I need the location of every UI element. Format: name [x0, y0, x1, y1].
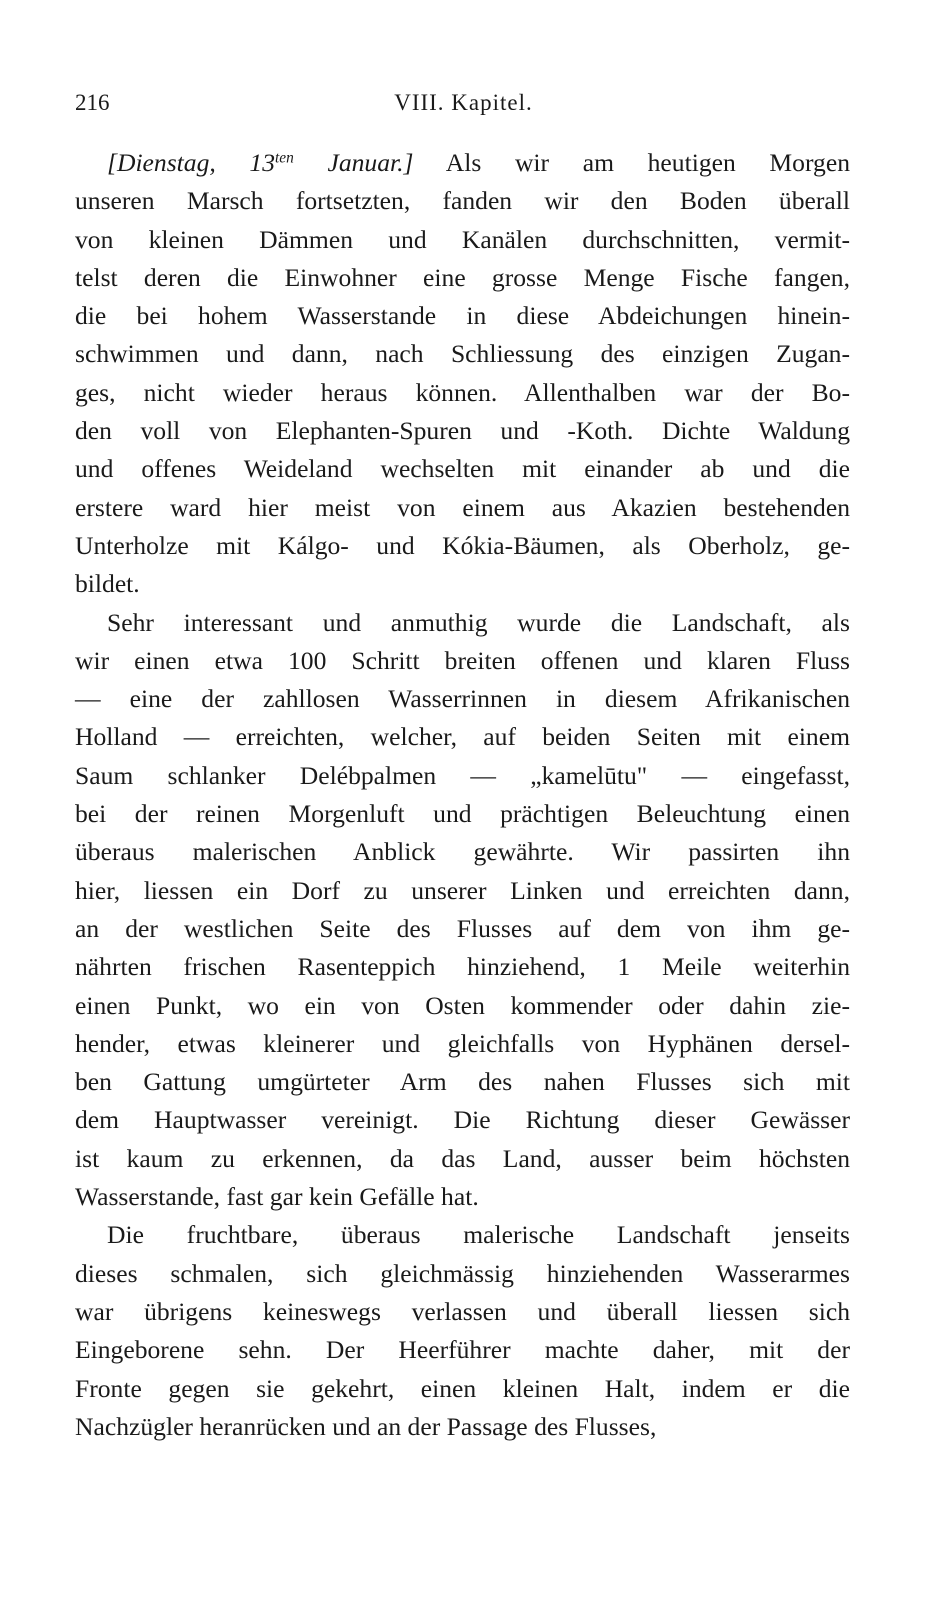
text-line: Nachzügler heranrücken und an der Passage des Flusses, [75, 1411, 657, 1441]
body-text [75, 144, 850, 1446]
text-line: telst deren die Einwohner eine grosse Menge Fische fangen, [75, 262, 850, 292]
text-line: Wasserstande, fast gar kein Gefälle hat. [75, 1182, 479, 1212]
text-line: ben Gattung umgürteter Arm des nahen Flusses sich mit [75, 1067, 850, 1097]
text-line: nährten frischen Rasenteppich hinziehend, 1 Meile weiterhin [75, 952, 850, 982]
text-line: — eine der zahllosen Wasserrinnen in diesem Afrikanischen [75, 684, 850, 714]
text-line: überaus malerischen Anblick gewährte. Wir passirten ihn [75, 837, 850, 867]
paragraph [75, 604, 850, 1217]
text-line: und offenes Weideland wechselten mit einander ab und die [75, 454, 850, 484]
text-line: Unterholze mit Kálgo- und Kókia-Bäumen, als Oberholz, ge- [75, 530, 850, 560]
text-line: hender, etwas kleinerer und gleichfalls von Hyphänen dersel- [75, 1028, 850, 1058]
text-line: von kleinen Dämmen und Kanälen durchschnitten, vermit- [75, 224, 850, 254]
text-line: hier, liessen ein Dorf zu unserer Linken und erreichten dann, [75, 875, 850, 905]
text-line: an der westlichen Seite des Flusses auf dem von ihm ge- [75, 913, 850, 943]
text-line: die bei hohem Wasserstande in diese Abdeichungen hinein- [75, 301, 850, 331]
text-line: schwimmen und dann, nach Schliessung des einzigen Zugan- [75, 339, 850, 369]
text-line: einen Punkt, wo ein von Osten kommender oder dahin zie- [75, 990, 850, 1020]
paragraph [75, 1216, 850, 1446]
page-header [75, 90, 852, 122]
page-number: 216 [75, 90, 110, 115]
text-line: Holland — erreichten, welcher, auf beiden Seiten mit einem [75, 722, 850, 752]
text-line: erstere ward hier meist von einem aus Akazien bestehenden [75, 492, 850, 522]
text-line: dem Hauptwasser vereinigt. Die Richtung dieser Gewässer [75, 1105, 850, 1135]
text-line: ist kaum zu erkennen, da das Land, ausser beim höchsten [75, 1143, 850, 1173]
text-line: Saum schlanker Delébpalmen — „kamelūtu" — eingefasst, [75, 760, 850, 790]
text-line: Sehr interessant und anmuthig wurde die Landschaft, als [107, 607, 850, 637]
text-line: bei der reinen Morgenluft und prächtigen Beleuchtung einen [75, 799, 850, 829]
text-line: unseren Marsch fortsetzten, fanden wir den Boden überall [75, 186, 850, 216]
text-line: dieses schmalen, sich gleichmässig hinziehenden Wasserarmes [75, 1258, 850, 1288]
text-line: [Dienstag, $13^{ten}$ Januar.] Als wir am heutigen Morgen [107, 148, 850, 177]
running-head: VIII. Kapitel. [394, 90, 533, 115]
text-line: den voll von Elephanten-Spuren und -Koth. Dichte Waldung [75, 416, 850, 446]
text-line: Die fruchtbare, überaus malerische Landschaft jenseits [107, 1220, 850, 1250]
text-line: Fronte gegen sie gekehrt, einen kleinen Halt, indem er die [75, 1373, 850, 1403]
text-line: Eingeborene sehn. Der Heerführer machte daher, mit der [75, 1335, 850, 1365]
dateline: [Dienstag, $13^{ten}$ Januar.] [107, 148, 414, 177]
text-line: war übrigens keineswegs verlassen und überall liessen sich [75, 1296, 850, 1326]
text-line: bildet. [75, 569, 140, 599]
text-line: wir einen etwa 100 Schritt breiten offenen und klaren Fluss [75, 645, 850, 675]
paragraph [75, 144, 850, 604]
text-line: ges, nicht wieder heraus können. Allenthalben war der Bo- [75, 377, 850, 407]
